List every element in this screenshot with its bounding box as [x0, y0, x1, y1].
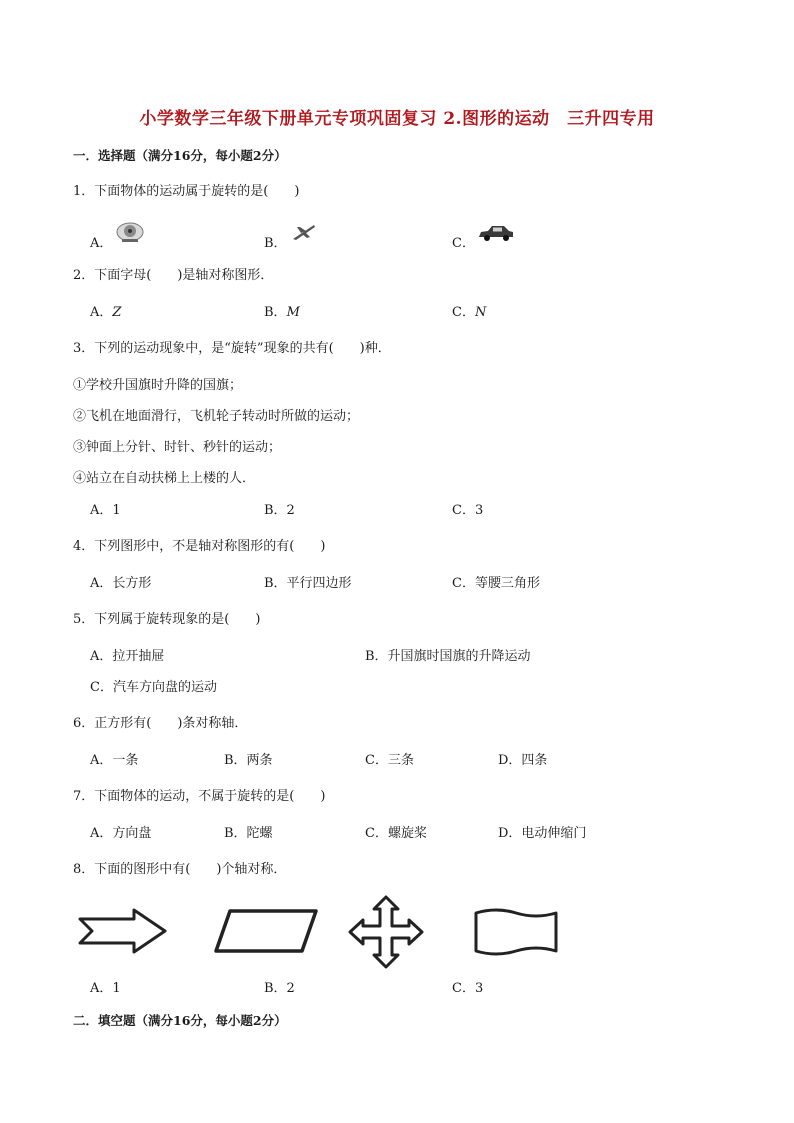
question-5-stem: 5．下列属于旋转现象的是( )	[73, 612, 261, 627]
q3-option-b: B．2	[264, 503, 295, 518]
section-heading-choice: 一．选择题（满分16分，每小题2分）	[73, 148, 287, 163]
q5-option-a: A．拉开抽屉	[90, 649, 165, 664]
fan-icon	[115, 221, 145, 243]
q4-option-b: B．平行四边形	[264, 576, 352, 591]
q6-option-b: B．两条	[224, 753, 273, 768]
q3-item-2: ②飞机在地面滑行，飞机轮子转动时所做的运动；	[73, 409, 360, 424]
parallelogram-figure	[212, 907, 320, 955]
four-arrow-cross-figure	[346, 893, 426, 971]
q7-option-c: C．螺旋桨	[365, 826, 427, 841]
question-4-stem: 4．下列图形中，不是轴对称图形的有( )	[73, 539, 326, 554]
q1-option-c-label: C．	[452, 236, 475, 251]
airplane-icon	[291, 222, 317, 242]
question-8-stem: 8．下面的图形中有( )个轴对称．	[73, 862, 287, 877]
q1-option-b-label: B．	[264, 236, 287, 251]
q3-item-1: ①学校升国旗时升降的国旗；	[73, 378, 243, 393]
q7-option-d: D．电动伸缩门	[498, 826, 587, 841]
section-heading-fill: 二．填空题（满分16分，每小题2分）	[73, 1013, 287, 1028]
question-6-stem: 6．正方形有( )条对称轴．	[73, 716, 248, 731]
q8-option-c: C．3	[452, 981, 484, 996]
question-2-stem: 2．下面字母( )是轴对称图形．	[73, 268, 274, 283]
q3-item-4: ④站立在自动扶梯上上楼的人．	[73, 471, 256, 486]
q2-option-c: C．N	[452, 305, 487, 320]
wavy-banner-figure	[470, 905, 560, 959]
q6-option-d: D．四条	[498, 753, 548, 768]
q4-option-c: C．等腰三角形	[452, 576, 540, 591]
q7-option-a: A．方向盘	[90, 826, 152, 841]
q5-option-c: C．汽车方向盘的运动	[90, 680, 217, 695]
q6-option-c: C．三条	[365, 753, 414, 768]
q8-option-b: B．2	[264, 981, 295, 996]
car-icon	[477, 224, 515, 242]
question-1-stem: 1．下面物体的运动属于旋转的是( )	[73, 184, 300, 199]
question-7-stem: 7．下面物体的运动，不属于旋转的是( )	[73, 789, 326, 804]
question-3-stem: 3．下列的运动现象中，是“旋转”现象的共有( )种．	[73, 341, 391, 356]
page-title: 小学数学三年级下册单元专项巩固复习 2.图形的运动 三升四专用	[139, 109, 655, 129]
arrow-shape-figure	[76, 906, 170, 956]
q6-option-a: A．一条	[90, 753, 139, 768]
q5-option-b: B．升国旗时国旗的升降运动	[365, 649, 531, 664]
q2-option-b: B．M	[264, 305, 300, 320]
q4-option-a: A．长方形	[90, 576, 152, 591]
q8-option-a: A．1	[90, 981, 121, 996]
q3-option-a: A．1	[90, 503, 121, 518]
q7-option-b: B．陀螺	[224, 826, 273, 841]
q2-option-a: A．Z	[90, 305, 122, 320]
q3-option-c: C．3	[452, 503, 484, 518]
q3-item-3: ③钟面上分针、时针、秒针的运动；	[73, 440, 282, 455]
q1-option-a-label: A．	[90, 236, 113, 251]
